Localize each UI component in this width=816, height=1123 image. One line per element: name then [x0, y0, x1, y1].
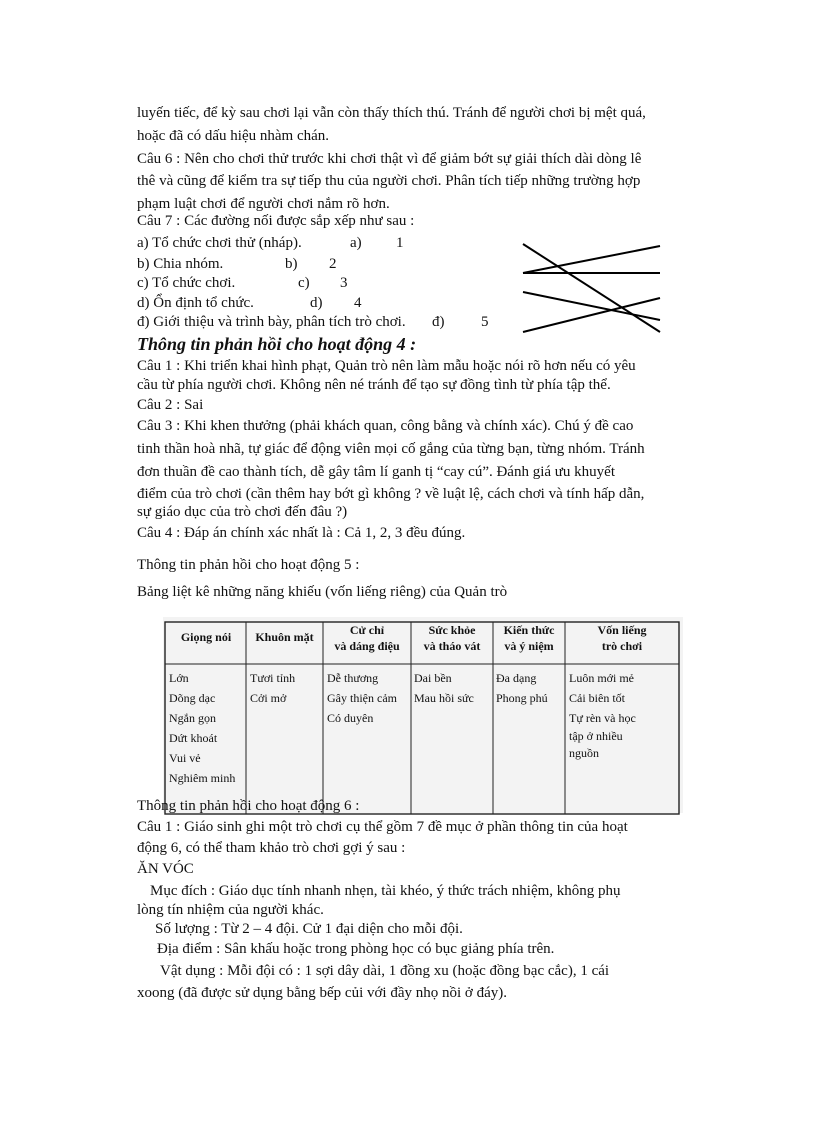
- act6-title: Thông tin phản hồi cho hoạt động 6 :: [137, 798, 360, 814]
- act4-line: đơn thuần đề cao thành tích, dễ gây tâm lí ganh tị “cay cú”. Đánh giá ưu khuyết: [137, 464, 615, 480]
- table-header-text: và dáng điệu: [334, 639, 400, 653]
- game-title: ĂN VÓC: [137, 861, 194, 877]
- matching-item-text: d) Ổn định tổ chức.: [137, 295, 254, 311]
- matching-item-text: c) Tổ chức chơi.: [137, 275, 236, 291]
- table-cell: Luôn mới mẻ: [569, 671, 635, 685]
- matching-item-letter: a): [350, 235, 362, 251]
- table-cell: Dễ thương: [327, 671, 379, 685]
- table-header-text: Sức khỏe: [428, 623, 476, 637]
- table-column: [496, 668, 548, 708]
- game-line: Số lượng : Từ 2 – 4 đội. Cử 1 đại diện cho mỗi đội.: [155, 921, 463, 937]
- table-column: [414, 668, 474, 708]
- table-cell: Mau hồi sức: [414, 691, 474, 705]
- table-cell: Đa dạng: [496, 671, 537, 685]
- paragraph-line: luyến tiếc, để kỳ sau chơi lại vẫn còn thấy thích thú. Tránh để người chơi bị mệt quá,: [137, 105, 646, 121]
- table-cell: Phong phú: [496, 691, 548, 705]
- table-cell: Cởi mở: [250, 691, 287, 705]
- matching-item-number: 5: [481, 314, 489, 330]
- act4-line: sự giáo dục của trò chơi đến đâu ?): [137, 504, 348, 520]
- act6-line: Câu 1 : Giáo sinh ghi một trò chơi cụ thể gồm 7 đề mục ở phần thông tin của hoạt: [137, 819, 628, 835]
- act4-line: Câu 2 : Sai: [137, 397, 204, 413]
- table-cell: Lớn: [169, 671, 189, 685]
- table-header-cell: [565, 622, 679, 654]
- act4-line: điểm của trò chơi (cần thêm hay bớt gì không ? về luật lệ, cách chơi và tính hấp dẫn,: [137, 486, 645, 502]
- section-heading: Thông tin phản hồi cho hoạt động 4 :: [137, 334, 417, 354]
- act4-line: Câu 4 : Đáp án chính xác nhất là : Cả 1, 2, 3 đều đúng.: [137, 525, 466, 541]
- table-cell: Tự rèn và học: [569, 711, 636, 725]
- table-cell: Ngắn gọn: [169, 711, 216, 725]
- game-line: Vật dụng : Mỗi đội có : 1 sợi dây dài, 1 đồng xu (hoặc đồng bạc cắc), 1 cái: [160, 963, 610, 979]
- table-header-text: trò chơi: [601, 639, 643, 653]
- act4-line: Câu 1 : Khi triển khai hình phạt, Quản trò nên làm mẫu hoặc nói rõ hơn nếu có yêu: [137, 358, 636, 374]
- table-header-text: Vốn liếng: [597, 623, 647, 637]
- table-column: [169, 668, 235, 788]
- table-header-text: và tháo vát: [423, 639, 481, 653]
- table-cell: Nghiêm minh: [169, 771, 236, 785]
- act4-line: tinh thần hoà nhã, tự giác để động viên mọi cố gắng của từng bạn, từng nhóm. Tránh: [137, 441, 645, 457]
- matching-item-text: a) Tổ chức chơi thử (nháp).: [137, 235, 302, 251]
- game-line: xoong (đã được sử dụng bằng bếp củi với đầy nhọ nồi ở đáy).: [137, 985, 507, 1001]
- paragraph-line: hoặc đã có dấu hiệu nhàm chán.: [137, 128, 330, 144]
- matching-item-letter: đ): [432, 314, 445, 330]
- matching-item-letter: c): [298, 275, 310, 291]
- act5-title: Thông tin phản hồi cho hoạt động 5 :: [137, 557, 360, 573]
- table-header-text: Cử chỉ: [349, 623, 385, 637]
- table-cell: Dứt khoát: [169, 731, 218, 745]
- table-header-cell: [323, 622, 411, 654]
- table-cell: Dai bền: [414, 671, 452, 685]
- table-cell: Có duyên: [327, 711, 374, 725]
- q6-line: phạm luật chơi để người chơi nắm rõ hơn.: [137, 196, 390, 212]
- table-column: [569, 668, 636, 762]
- q6-line: Câu 6 : Nên cho chơi thử trước khi chơi thật vì để giảm bớt sự giải thích dài dòng lê: [137, 151, 642, 167]
- table-header-cell: [411, 622, 493, 654]
- q6-line: thê và cũng để kiểm tra sự tiếp thu của người chơi. Phân tích tiếp những trường hợp: [137, 173, 641, 189]
- game-line: Mục đích : Giáo dục tính nhanh nhẹn, tài khéo, ý thức trách nhiệm, không phụ: [150, 883, 621, 899]
- table-cell: Tươi tỉnh: [250, 671, 296, 685]
- game-line: lòng tín nhiệm của người khác.: [137, 902, 324, 918]
- act4-line: cầu từ phía người chơi. Không nên né tránh để tạo sự đồng tình từ phía tập thể.: [137, 377, 611, 393]
- table-cell: Cải biên tốt: [569, 691, 625, 705]
- matching-item-letter: b): [285, 256, 298, 272]
- matching-item-number: 4: [354, 295, 362, 311]
- table-header-cell: [246, 629, 323, 645]
- table-header-text: Kiến thức: [503, 623, 555, 637]
- matching-item-number: 3: [340, 275, 348, 291]
- act6-line: động 6, có thể tham khảo trò chơi gợi ý sau :: [137, 840, 406, 856]
- table-cell: tập ở nhiều: [569, 729, 623, 743]
- matching-item-letter: d): [310, 295, 323, 311]
- matching-item-number: 1: [396, 235, 404, 251]
- table-caption: Bảng liệt kê những năng khiếu (vốn liếng riêng) của Quản trò: [137, 584, 508, 600]
- table-cell: Dõng dạc: [169, 691, 216, 705]
- table-column: [250, 668, 295, 708]
- game-line: Địa điểm : Sân khấu hoặc trong phòng học có bục giảng phía trên.: [157, 941, 555, 957]
- act4-line: Câu 3 : Khi khen thưởng (phải khách quan, công bằng và chính xác). Chú ý đề cao: [137, 418, 634, 434]
- table-cell: nguồn: [569, 746, 599, 760]
- matching-item-number: 2: [329, 256, 337, 272]
- table-cell: Gây thiện cảm: [327, 691, 397, 705]
- matching-item-text: b) Chia nhóm.: [137, 256, 224, 272]
- matching-item-text: đ) Giới thiệu và trình bày, phân tích trò chơi.: [137, 314, 406, 330]
- table-cell: Vui vẻ: [169, 751, 201, 765]
- table-header-cell: [166, 629, 246, 645]
- table-header-text: và ý niệm: [504, 639, 554, 653]
- q7-title: Câu 7 : Các đường nối được sắp xếp như sau :: [137, 213, 415, 229]
- table-header-text: Khuôn mặt: [255, 630, 314, 644]
- table-header-text: Giọng nói: [180, 630, 232, 644]
- table-header-cell: [493, 622, 565, 654]
- table-column: [327, 668, 397, 728]
